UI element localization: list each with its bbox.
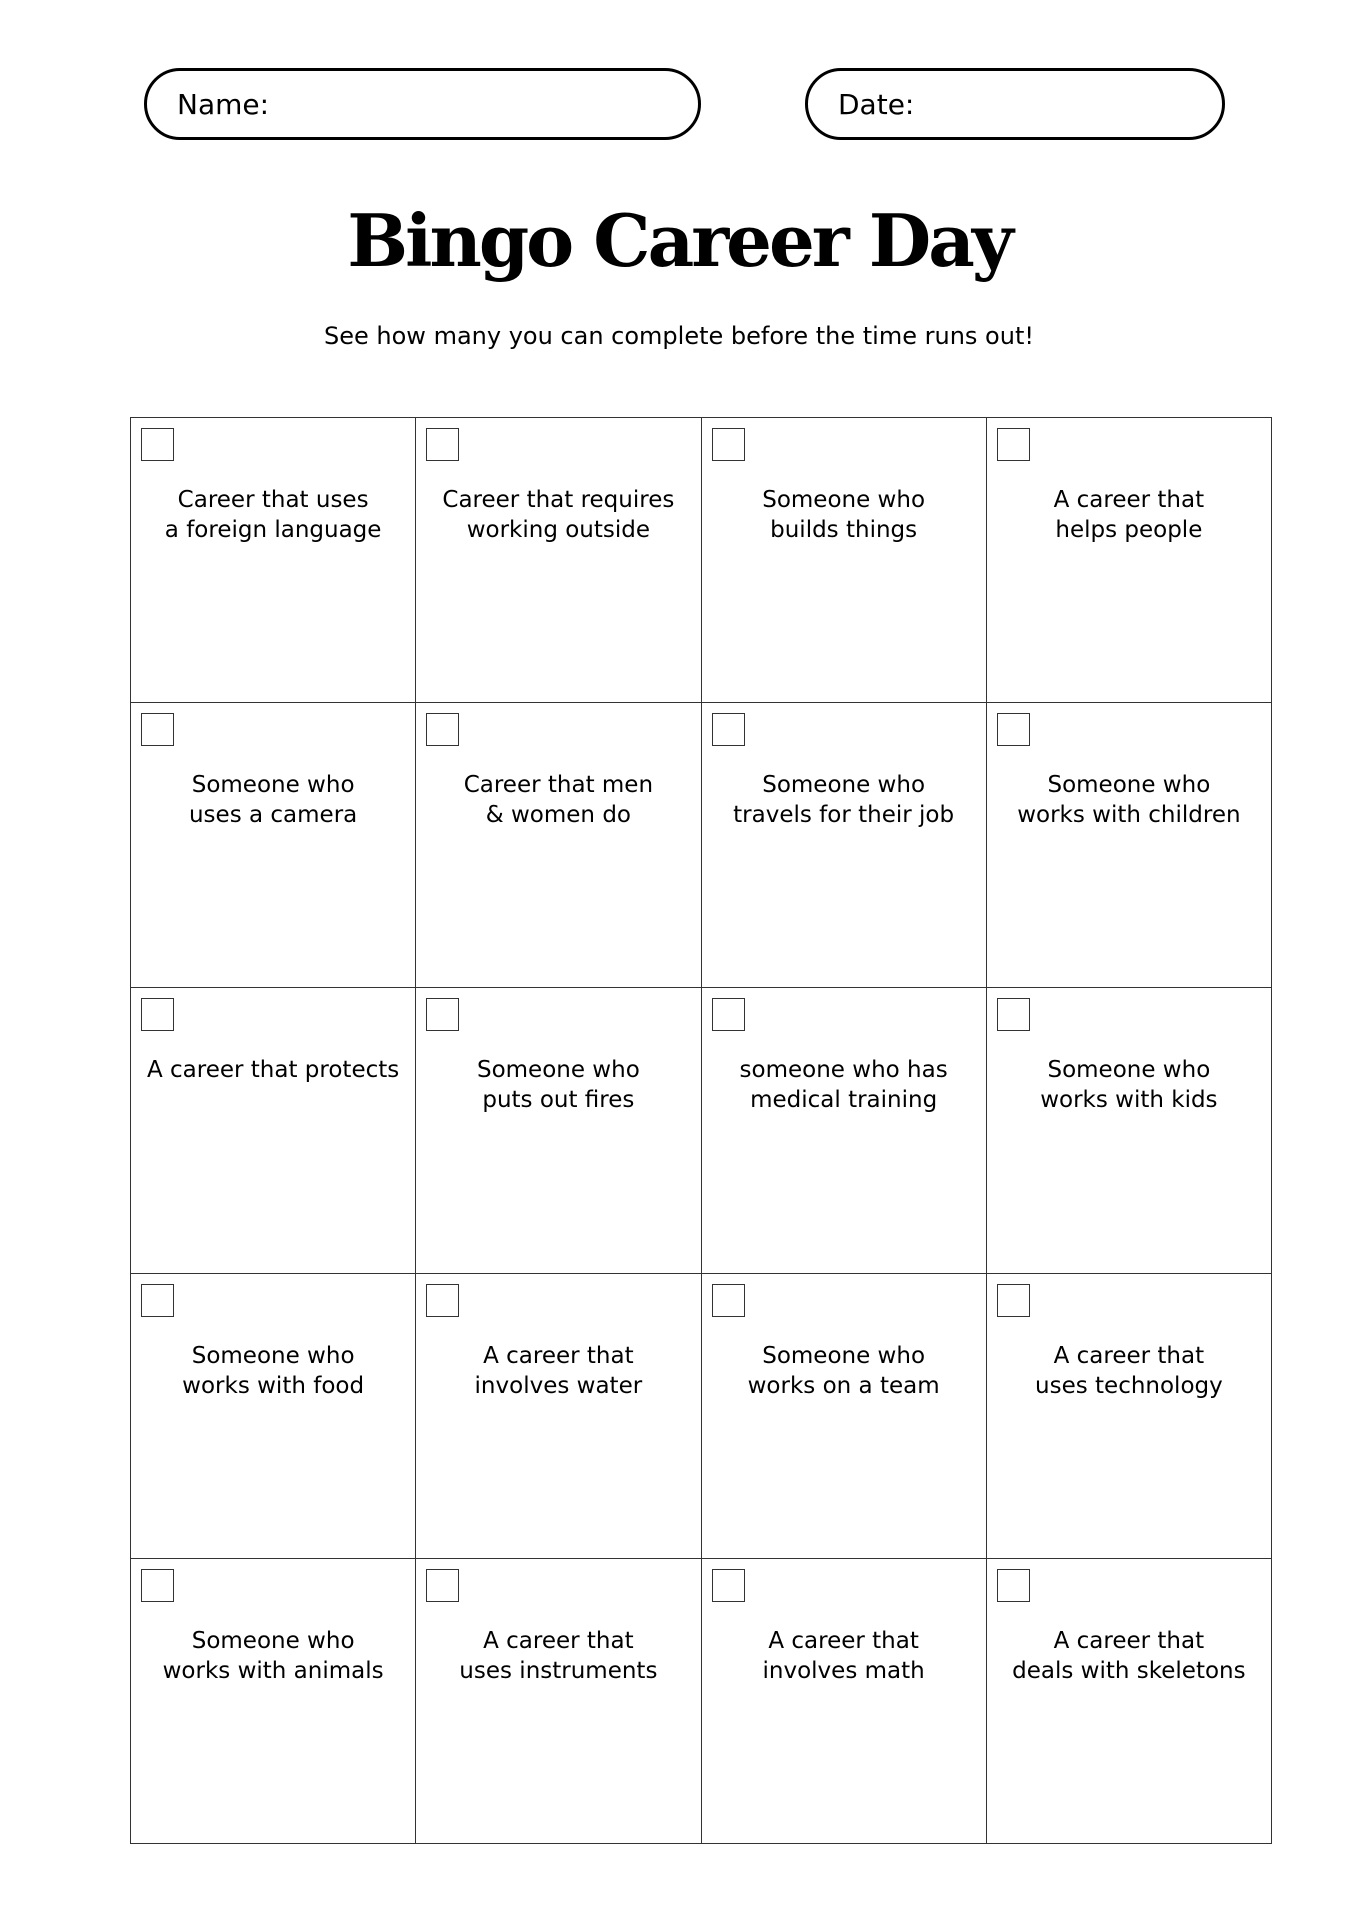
- bingo-grid: [130, 417, 1272, 1844]
- bingo-cell: [987, 703, 1272, 988]
- bingo-cell-text: A career that involves water: [474, 1342, 643, 1399]
- checkbox[interactable]: [712, 998, 745, 1031]
- bingo-cell-text: Someone who puts out fires: [476, 1057, 640, 1114]
- bingo-cell: [131, 988, 416, 1273]
- name-label: Name:: [177, 87, 270, 121]
- bingo-cell-text: Someone who uses a camera: [188, 772, 358, 829]
- bingo-cell-text: Someone who works on a team: [747, 1342, 940, 1399]
- checkbox[interactable]: [426, 428, 459, 461]
- checkbox[interactable]: [712, 428, 745, 461]
- bingo-cell: [416, 988, 701, 1273]
- page-subtitle: See how many you can complete before the time runs out!: [324, 322, 1034, 350]
- checkbox[interactable]: [712, 713, 745, 746]
- bingo-cell: [416, 1559, 701, 1844]
- page-title: Bingo Career Day: [347, 198, 1011, 283]
- bingo-cell: [131, 418, 416, 703]
- bingo-cell-text: Someone who works with food: [182, 1342, 365, 1399]
- bingo-cell-text: Someone who works with children: [1017, 772, 1241, 829]
- bingo-cell-text: A career that helps people: [1053, 487, 1205, 543]
- checkbox[interactable]: [426, 1284, 459, 1317]
- checkbox[interactable]: [997, 1284, 1030, 1317]
- date-label: Date:: [838, 87, 915, 121]
- bingo-cell: [416, 703, 701, 988]
- bingo-cell: [131, 703, 416, 988]
- bingo-cell: [987, 1274, 1272, 1559]
- checkbox[interactable]: [141, 713, 174, 746]
- bingo-cell: [702, 1274, 987, 1559]
- checkbox[interactable]: [997, 713, 1030, 746]
- checkbox[interactable]: [141, 428, 174, 461]
- bingo-cell-text: Career that men & women do: [463, 772, 654, 829]
- bingo-cell-text: A career that deals with skeletons: [1012, 1627, 1246, 1684]
- bingo-cell-text: Someone who travels for their job: [733, 772, 955, 829]
- bingo-cell: [131, 1274, 416, 1559]
- checkbox[interactable]: [141, 1284, 174, 1317]
- checkbox[interactable]: [141, 1569, 174, 1602]
- name-field[interactable]: [144, 68, 701, 140]
- checkbox[interactable]: [712, 1284, 745, 1317]
- bingo-cell-text: Career that uses a foreign language: [164, 487, 382, 543]
- bingo-cell: [987, 1559, 1272, 1844]
- bingo-cell: [702, 988, 987, 1273]
- checkbox[interactable]: [426, 998, 459, 1031]
- bingo-cell-text: Someone who works with kids: [1040, 1057, 1218, 1114]
- bingo-cell-text: someone who has medical training: [739, 1057, 948, 1114]
- bingo-cell: [987, 988, 1272, 1273]
- checkbox[interactable]: [997, 428, 1030, 461]
- bingo-cell: [702, 703, 987, 988]
- bingo-cell-text: A career that uses technology: [1035, 1342, 1223, 1399]
- bingo-cell-text: A career that protects: [146, 1057, 400, 1084]
- checkbox[interactable]: [141, 998, 174, 1031]
- bingo-cell: [987, 418, 1272, 703]
- checkbox[interactable]: [997, 998, 1030, 1031]
- bingo-cell-text: A career that involves math: [762, 1627, 925, 1684]
- checkbox[interactable]: [426, 1569, 459, 1602]
- bingo-cell: [131, 1559, 416, 1844]
- date-field[interactable]: [805, 68, 1225, 140]
- checkbox[interactable]: [712, 1569, 745, 1602]
- bingo-cell-text: Someone who builds things: [762, 487, 926, 543]
- bingo-cell-text: A career that uses instruments: [459, 1627, 658, 1684]
- bingo-cell-text: Someone who works with animals: [162, 1627, 384, 1684]
- bingo-cell: [702, 1559, 987, 1844]
- checkbox[interactable]: [997, 1569, 1030, 1602]
- bingo-cell: [416, 418, 701, 703]
- bingo-cell: [416, 1274, 701, 1559]
- bingo-cell-text: Career that requires working outside: [442, 487, 675, 543]
- bingo-cell: [702, 418, 987, 703]
- checkbox[interactable]: [426, 713, 459, 746]
